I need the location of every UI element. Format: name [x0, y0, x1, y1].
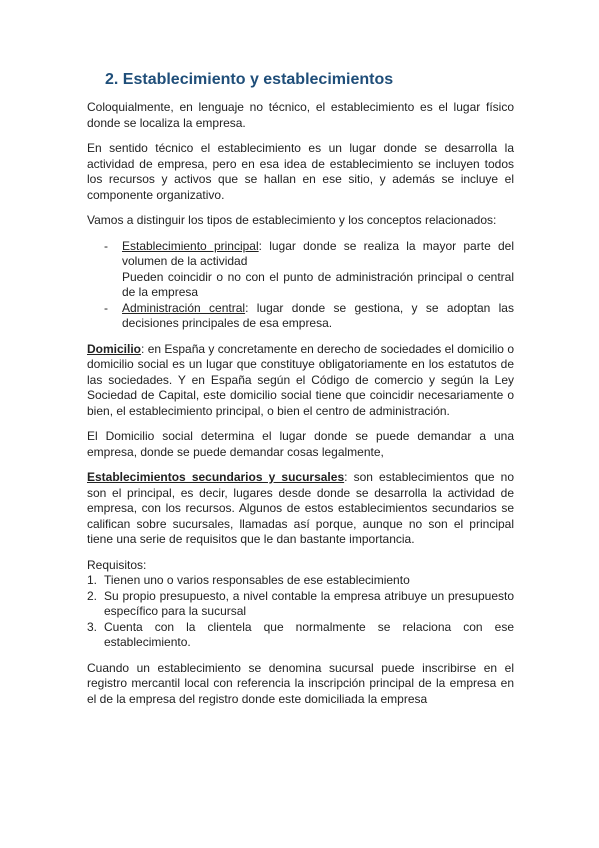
establishment-types-list: [87, 239, 514, 332]
list-item: [87, 573, 514, 589]
definition-administracion-central: : lugar donde se gestiona, y se adoptan las decisiones principales de esa empresa.: [122, 300, 514, 330]
term-domicilio: Domicilio: [87, 341, 142, 356]
list-number: 3.: [87, 619, 98, 634]
list-item-text: Tienen uno o varios responsables de ese establecimiento: [104, 573, 410, 587]
definition-establecimiento-principal: : lugar donde se realiza la mayor parte del volumen de la actividad: [122, 238, 514, 268]
dash-marker: -: [104, 238, 108, 253]
list-number: 2.: [87, 588, 98, 603]
list-item-establecimiento-principal: [87, 239, 514, 301]
list-number: 1.: [87, 573, 98, 587]
term-establecimientos-secundarios: Establecimientos secundarios y sucursales: [87, 470, 345, 484]
list-item: [87, 620, 514, 651]
dash-marker: -: [104, 300, 108, 315]
paragraph-secundarios: [87, 470, 514, 548]
section-heading: 2. Establecimiento y establecimientos: [105, 71, 394, 88]
paragraph-sucursal-registro: Cuando un establecimiento se denomina sucursal puede inscribirse en el registro mercantil local con referencia la inscripción principal de la empresa en el de la empresa del registro donde este domiciliada la empresa: [87, 660, 514, 706]
definition-domicilio: : en España y concretamente en derecho de sociedades el domicilio o domicilio social es un lugar que constituye obligatoriamente en los estatutos de las sociedades. Y en España según el Código de comercio y según la Ley Sociedad de Capital, este domicilio social tiene que coincidir necesariamente o bien, el establecimiento principal, o bien el centro de administración.: [87, 341, 514, 418]
requisitos-label: Requisitos:: [87, 557, 147, 572]
paragraph-sentido-tecnico: En sentido técnico el establecimiento es un lugar donde se desarrolla la actividad de empresa, pero en esa idea de establecimiento se incluyen todos los recursos y activos que se hallan en ese sitio, y además se incluye el componente organizativo.: [87, 141, 514, 202]
paragraph-domicilio: [87, 342, 514, 420]
note-coincidencia: Pueden coincidir o no con el punto de administración principal o central de la empresa: [122, 269, 514, 299]
paragraph-tipos-intro: Vamos a distinguir los tipos de establecimiento y los conceptos relacionados:: [87, 213, 497, 227]
list-item-text: Cuenta con la clientela que normalmente se relaciona con ese establecimiento.: [104, 619, 514, 649]
paragraph-coloquial: Coloquialmente, en lenguaje no técnico, el establecimiento es el lugar físico donde se localiza la empresa.: [87, 100, 514, 130]
paragraph-domicilio-social: El Domicilio social determina el lugar donde se puede demandar a una empresa, donde se puede demandar cosas legalmente,: [87, 429, 514, 459]
list-item: [87, 589, 514, 620]
term-establecimiento-principal: Establecimiento principal: [122, 238, 259, 253]
definition-establecimientos-secundarios: : son establecimientos que no son el principal, es decir, lugares desde donde se desarrolla la actividad de empresa, con los recursos. Algunos de estos establecimientos secundarios se califican sobre sucursales, llamadas así porque, aunque no son el principal tiene una serie de requisitos que le dan bastante importancia.: [87, 470, 515, 546]
list-item-administracion-central: [87, 301, 514, 332]
term-administracion-central: Administración central: [122, 300, 246, 315]
document-page: [87, 70, 514, 717]
requisitos-list: [87, 573, 514, 651]
list-item-text: Su propio presupuesto, a nivel contable la empresa atribuye un presupuesto específico para la sucursal: [104, 588, 514, 618]
